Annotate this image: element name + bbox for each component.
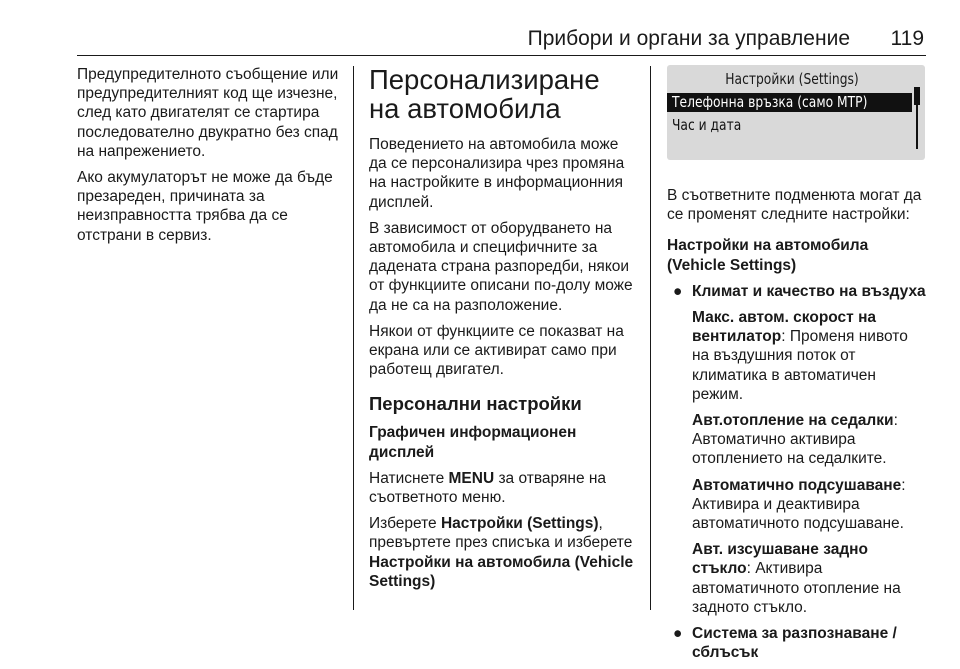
setting-desc: : Променя нивото на въздушния поток от климатика в автоматичен режим.: [692, 328, 908, 403]
paragraph-battery: Ако акумулаторът не може да бъде презареден, причината за неизправността трябва да се отстрани в сервиз.: [77, 169, 333, 244]
bullet-label: Климат и качество на въздуха: [692, 282, 926, 300]
bullet-label: Система за разпознаване / сблъсък: [692, 625, 897, 662]
column-divider-1: [353, 66, 354, 610]
setting-desc: : Автоматично активира отоплението на седалките.: [692, 412, 898, 468]
label: Час и дата: [672, 116, 742, 134]
section-title: Прибори и органи за управление: [527, 27, 850, 50]
bullet-icon: ●: [673, 282, 683, 300]
heading-personalization: Персонализиране на автомобила: [369, 64, 600, 124]
list-item: [667, 282, 929, 301]
menu-key: MENU: [448, 469, 495, 487]
paragraph-menu: [369, 469, 635, 507]
column-left: [77, 65, 349, 252]
paragraph-intro: Поведението на автомобила може да се персонализира чрез промяна на настройките в информационния дисплей.: [369, 136, 625, 211]
text: за отваряне на съответното меню.: [369, 469, 607, 507]
heading-personal-settings: Персонални настройки: [369, 393, 582, 415]
column-divider-2: [650, 66, 651, 610]
text: , превъртете през списъка и изберете: [369, 515, 633, 552]
column-right: [667, 65, 929, 669]
setting-name: Авт.отопление на седалки: [692, 412, 894, 430]
text: Натиснете: [369, 469, 449, 487]
page-number: 119: [890, 27, 924, 50]
list-item: [667, 624, 929, 662]
header-divider: [77, 55, 926, 56]
page-header: [0, 25, 960, 53]
display-screenshot: [667, 65, 925, 160]
vehicle-settings-term: Настройки на автомобила (Vehicle Settings): [369, 553, 634, 590]
text: Изберете: [369, 515, 441, 533]
paragraph-select: [369, 514, 635, 591]
setting-defog: [667, 476, 929, 534]
setting-seat-heating: [667, 411, 929, 469]
bullet-icon: ●: [673, 625, 683, 643]
setting-fan-speed: [667, 308, 929, 404]
heading-graphic-display: Графичен информационен дисплей: [369, 424, 577, 461]
setting-desc: : Активира автоматичното отопление на задното стъкло.: [692, 560, 901, 616]
paragraph-warning: Предупредителното съобщение или предупредителният код ще изчезне, след като двигателят се стартира последователно двукратно без спад на напрежението.: [77, 66, 339, 160]
settings-term: Настройки (Settings): [440, 515, 599, 533]
paragraph-submenus: В съответните подменюта могат да се променят следните настройки:: [667, 187, 922, 224]
paragraph-equipment: В зависимост от оборудването на автомобила и специфичните за дадената страна разпоредби, някои от функциите описани по-долу може да не са на разположение.: [369, 219, 633, 314]
setting-name: Авт. изсушаване задно стъкло: [692, 541, 869, 578]
setting-desc: : Активира и деактивира автоматичното подсушаване.: [692, 476, 906, 533]
setting-rear-window: [667, 540, 929, 617]
screen-menu-item-time: [667, 116, 912, 135]
column-middle: [369, 65, 635, 598]
setting-name: Макс. автом. скорост на вентилатор: [692, 309, 877, 346]
label: Телефонна връзка (само MTP): [672, 93, 868, 111]
paragraph-engine: Някои от функциите се показват на екрана или се активират само при работещ двигател.: [369, 322, 624, 379]
screen-menu-item-phone: [667, 93, 912, 112]
screen-scrollbar-thumb: [914, 87, 920, 105]
screen-title: Настройки (Settings): [725, 70, 859, 88]
setting-name: Автоматично подсушаване: [692, 476, 902, 494]
heading-vehicle-settings: Настройки на автомобила (Vehicle Settings): [667, 237, 869, 274]
